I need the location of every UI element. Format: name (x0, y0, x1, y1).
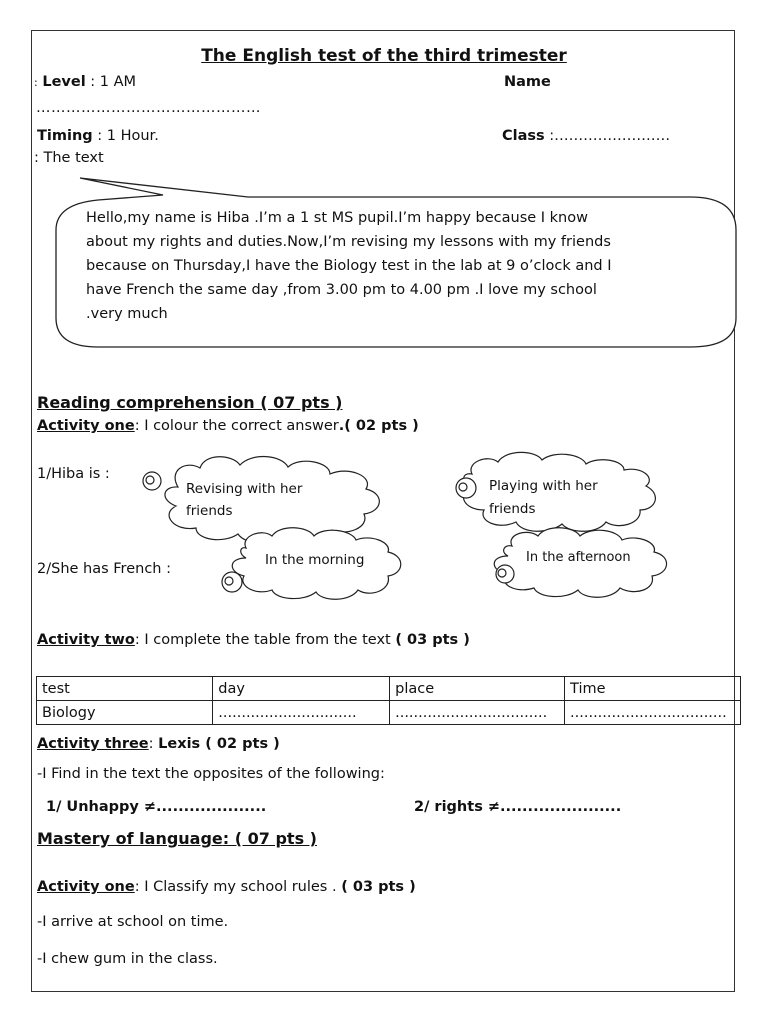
info-table (36, 676, 741, 725)
option-revising[interactable] (186, 481, 302, 515)
level-prefix: : (34, 76, 38, 89)
activity1-line (37, 418, 419, 434)
activity3-line (37, 736, 280, 752)
mastery-activity1-instruction: : I Classify my school rules . (134, 879, 342, 895)
table-cell-blank[interactable]: ................................. (390, 701, 565, 725)
class-label: Class (502, 128, 545, 144)
mastery-heading: Mastery of language (37, 829, 223, 848)
option-text: Playing with her (489, 478, 598, 494)
question-2: 2/She has French : (37, 561, 171, 577)
name-field[interactable]: ……………………………………… (36, 100, 261, 116)
text-label: : The text (34, 150, 104, 166)
mastery-heading-line (37, 829, 317, 848)
table-cell: Biology (37, 701, 213, 725)
mastery-points: : ( 07 pts ) (222, 829, 317, 848)
class-field[interactable]: :…………………… (544, 128, 671, 144)
table-header: day (213, 677, 390, 701)
activity3-instruction: -I Find in the text the opposites of the following: (37, 766, 385, 782)
option-playing[interactable] (489, 475, 598, 521)
rule-2: -I chew gum in the class. (37, 951, 218, 967)
mastery-activity1-points: ( 03 pts ) (341, 879, 416, 895)
activity1-instruction: : I colour the correct answer (134, 418, 339, 434)
table-cell-blank[interactable]: .................................. (565, 701, 741, 725)
activity2-label: Activity two (37, 632, 135, 648)
passage-line: .very much (86, 306, 168, 322)
passage-line: because on Thursday,I have the Biology test in the lab at 9 o’clock and I (86, 258, 612, 274)
passage-line: have French the same day ,from 3.00 pm to 4.00 pm .I love my school (86, 282, 597, 298)
option-afternoon[interactable]: In the afternoon (526, 550, 631, 565)
level-line (34, 74, 136, 90)
passage-line: about my rights and duties.Now,I’m revising my lessons with my friends (86, 234, 611, 250)
table-header-row (37, 677, 741, 701)
mastery-activity1-line (37, 879, 416, 895)
table-cell-blank[interactable]: .............................. (213, 701, 390, 725)
timing-label: Timing (37, 128, 93, 144)
class-line (502, 128, 670, 144)
passage-line: Hello,my name is Hiba .I’m a 1 st MS pupil.I’m happy because I know (86, 210, 588, 226)
table-header: test (37, 677, 213, 701)
option-text: friends (186, 503, 233, 515)
option-text: friends (489, 501, 536, 517)
activity1-points: .( 02 pts ) (338, 418, 419, 434)
activity1-label: Activity one (37, 418, 135, 434)
opposite-item-1[interactable]: 1/ Unhappy ≠.................... (46, 799, 267, 815)
activity2-points: ( 03 pts ) (395, 632, 470, 648)
level-value: : 1 AM (85, 74, 137, 90)
activity2-line (37, 632, 470, 648)
option-text: Revising with her (186, 481, 303, 497)
table-header: place (390, 677, 565, 701)
level-label: Level (42, 74, 86, 90)
table-header: Time (565, 677, 741, 701)
activity2-instruction: : I complete the table from the text (134, 632, 396, 648)
name-label: Name (504, 74, 551, 90)
test-title: The English test of the third trimester (201, 46, 567, 66)
question-1: 1/Hiba is : (37, 466, 110, 482)
mastery-activity1-label: Activity one (37, 879, 135, 895)
activity3-title: Lexis ( 02 pts ) (158, 736, 280, 752)
timing-line (37, 128, 159, 144)
reading-heading: Reading comprehension ( 07 pts ) (37, 393, 343, 412)
timing-value: : 1 Hour. (92, 128, 159, 144)
table-row (37, 701, 741, 725)
activity3-colon: : (148, 736, 159, 752)
activity3-label: Activity three (37, 736, 149, 752)
opposite-item-2[interactable]: 2/ rights ≠...................... (414, 799, 622, 815)
reading-passage (86, 206, 706, 326)
option-morning[interactable]: In the morning (265, 552, 365, 568)
rule-1: -I arrive at school on time. (37, 914, 229, 930)
